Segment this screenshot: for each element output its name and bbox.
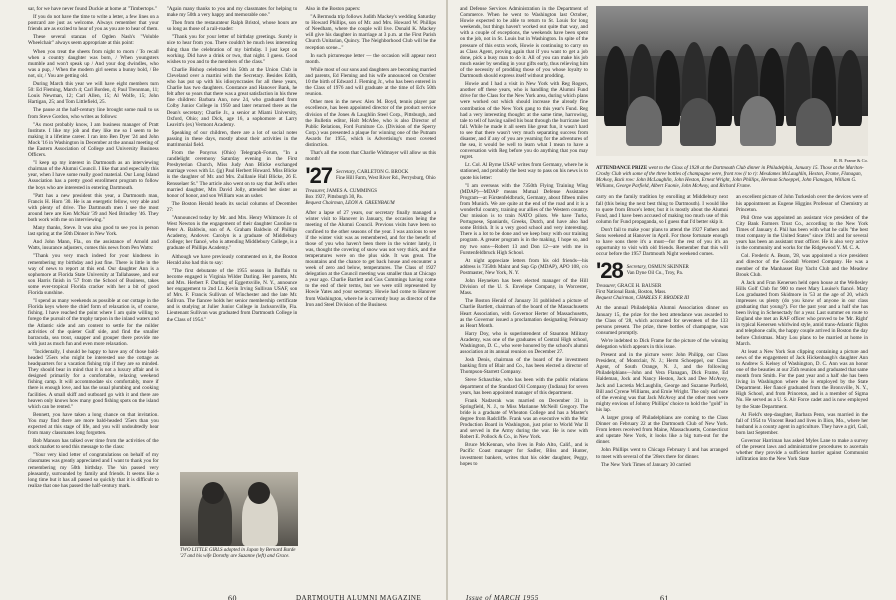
- attendance-prize-photo: [596, 6, 868, 190]
- paragraph: Although we have previously commented on it, the Boston Herald also had this to say:: [166, 253, 298, 266]
- paragraph: and Defense Services Administration in the Department of Commerce. When he went to Washington last October, Howie expected to be able to return to St. Louis for long weekends, but things haven't worked out quite that way, and with a couple of exceptions, the weekends have been spent on the job, not in St. Louis but in Washington. In spite of the pressure of this extra work, Howie is continuing to carry on as Class Agent, proving again that if you want to get a job done, pick a busy man to do it. All of you can make his job much easier by sending in your gifts early, thus relieving him of the necessity of prodding those of you whose loyalty to Dartmouth should express itself without prodding.: [460, 6, 588, 80]
- paragraph: The New York Times of January 30 carried: [601, 461, 691, 468]
- paragraph: The Boston Herald of January 31 published a picture of Charlie Bartlett, chairman of the board of the Massachusetts Heart Association, with Governor Herter of Massachusetts, as the Governor issued a proclamation designating February as Heart Month.: [460, 298, 588, 329]
- paragraph: Lt. Col. Al Byrne USAF writes from Germany, where he is stationed, and probably the best way to pass on his news is to quote his letter:: [460, 162, 588, 181]
- class-28-number: '28: [596, 258, 623, 284]
- paragraph: A larger group of Philadelphians are coming to the Class Dinner on February 22 at the Dartmouth Club of New York. From letters received from Maine, Massachusetts, Connecticut and upstate New York, it looks like a big turn-out for the dinner.: [596, 415, 728, 446]
- attendance-prize-caption: ATTENDANCE PRIZE went to the Class of 1928 at the Dartmouth Club dinner in Philadelphia, January 15. Those at the Mariton-Crosby Club with some of the three bottles of champagne were, front row (l to r): Mesdames McLaughlin, Heston, Frame, Flanagan, McAvoy, Back row: John McLaughlin, John Heston, Ernest Wright, John Phillips, Herman Schoeppel, John Flanagan, William G. Williams, George Parfield, Albert Faonie, John McAvoy, and Richard Frame.: [596, 166, 864, 190]
- paragraph: After a lapse of 27 years, our secretary finally managed a winter visit to Hanover in January, the occasion being the meeting of the Alumni Council. Previous visits have been so confined to the other seasons of the year. I was anxious to see if the winter visit was as remembered, and for the benefit of those of you who haven't been there in the winter lately, it was, thought the covering of snow was not very thick, and the temperatures were on the plus side. It was great. The mountains and the chance to get back house and encounter a week of zero and below, temperatures. The Class of 1927 delegation at the Council meeting was smaller than at Chicago a year ago. Charlie Bartlett and Gus Cummings having come to the end of their terms, but we were still represented by Howie Yates and your secretary. Howie had come to Hanover from Washington, where he is currently busy as director of the Iron and Steel Division of the Business: [305, 210, 437, 308]
- right-columns: [460, 6, 868, 470]
- paragraph: "Thank you for your letter of birthday greetings. Surely is nice to hear from you. There couldn't be much less interesting thing than the celebration of my birthday. I just kept on working. Did have a drink or two, that night. I guess. Good wishes to you and to the members of the class.": [166, 34, 298, 65]
- photo-credit: R. B. Frame & Co.: [833, 158, 868, 163]
- left-column-1: [28, 6, 159, 491]
- paragraph: Frank Nadzerak was married on December 31 in Springfield, N. J., to Miss Marianne McNeill Gregory. The bride is a graduate of Wheaton College and has a Master's degree from Radcliffe. Frank was an executive with the War Production Board in Washington, just prior to World War II and served in the Army during the war. He is now with Robert E. Pollock & Co., in New York.: [460, 397, 588, 441]
- paragraph: When you treat the sheets from night to morn / To recall when a country daughter was born, / When youngsters mumble and won't speak up / And your dog dwindles, who was a pup, / When the modern girl seems a bunny bold, / Be not, sir, / You are getting old.: [28, 48, 159, 79]
- paragraph: Charlie Bishop celebrated his 50th at the Union Club in Cleveland over a martini with the Secretary. Besides Edith, who has put up with his idiosyncrasies for all these years, Charlie has two daughters. Constance and Hanover Bank, he felt after so years that there was a great satisfaction in his three fine children: Barbara Ann, now 24, who graduated from Colby Junior College in 1950 and later returned there as the Dean's secretary; Charlie Jr., a senior at Miami University, Oxford, Ohio; and Dick, age 16, a sophomore at Larry Leavitt's (ex) Vermont Academy.: [166, 66, 298, 128]
- paragraph: "I am overseas with the 7350th Flying Training Wing (MDAP)—MDAP means Mutual Defense Assistance Program—at Fürstenfeldbruck, Germany, about fifteen miles from Munich. We are quite at the end of the road and it is a wonderful country, training our allies of the Western country. Our mission is to train NATO pilots. We have Turks, Portuguese, Spaniards, Greeks, Dutch, and have also had some British. It is a very good school and very interesting. There is a lot to be done and we keep busy with our training program. A greater program is in the making, I hope so, and my two sons—Robert 13 and Don 12—are with me in Furstenfeldbruck High School.: [460, 182, 588, 256]
- class-28-bequest: Bequest Chairman, CHARLES F. BRODER III: [596, 296, 690, 302]
- paragraph: These several stanzas of Ogden Nash's "Voluble Wheelchair" always seem appropriate at this point:: [28, 34, 159, 47]
- magazine-name: DARTMOUTH ALUMNI MAGAZINE: [296, 594, 422, 600]
- left-column-3: [305, 6, 436, 491]
- class-28-officers: Secretary, OSMUN SKINNER Van Dyne Oil Co., Troy, Pa.: [626, 265, 689, 277]
- paragraph: That's all the room that Charlie Widmayer will allow us this month!: [305, 150, 437, 163]
- paragraph: Col. Frederic A. Beam, '28, was appointed a vice president and director of the Goodall Worsted Company. He was a member of the Manhasset Bay Yacht Club and the Meadow Brook Club.: [736, 253, 868, 278]
- paragraph: During March this year we will have eight members turn 50: Ed Fleming, March 4; Carl Borden, 4; Paul Trennman, 11; Louis Newman, 12; Carl Allen, 15; Al Wolfe, 15; John Hartigan, 25; and Tom Littlefield, 25.: [28, 81, 159, 106]
- paragraph: Steve Schaschke, who has been with the public relations department of the Standard Oil Company (Indiana) for seven years, has been appointed manager of this department.: [460, 377, 588, 396]
- paragraph: "I spend as many weekends as possible at our cottage in the Florida keys where the chief form of relaxation is, of course, fishing. I have reached the point where I am quite willing to forego the pursuit of the trophy tarpon in the inland waters and the Atlantic side and am content to settle for the milder activities of the quieter Gulf side, and find the smaller barracuda, sea trout, snapper and grouper there provide me with just as much fun and even more relaxation.: [28, 298, 159, 347]
- issue-label: Issue of MARCH 1955: [466, 594, 539, 600]
- paragraph: Bruce McKennan, who lives in Palo Alto, Calif., and is Pacific Coast manager for Sadler, Bliss and Hunter, investment bankers, writes that his older daughter, Peggy, hopes to: [460, 442, 588, 467]
- page-number-right: 61: [660, 594, 669, 600]
- class-27-treasurer-address: Box 1927, Pittsburgh 30, Pa.: [305, 195, 363, 201]
- paragraph: We're indebted to Dick Frame for the picture of the winning delegation which appears in this issue.: [596, 337, 728, 350]
- paragraph: A Jack and Fran Kenersen held open house at the Wellesley Hills Golf Club for 900 to meet Mary Louise's fiancé. Mary Lou graduated from Skidmore in '53 at the age of 20, which impresses us plenty (do you know of anyone in our class graduating that young?). For the past year and a half she has been living in Schenectady for a year. Last summer en route to England she met an RAF officer who proved to be 'Mr. Right' in typical Kenersen whirlwind style, amid trans-Atlantic flights and telephone calls, the happy couple arrived in Boston the day before Christmas. Mary Lou plans to be married at home in March.: [736, 279, 868, 347]
- paragraph: At night appreciate letters from his old friends—his address is 7350th Maint and Sup Gp (MDAP), APO 108, c/o Postmaster, New York, N. Y.: [460, 257, 588, 276]
- paragraph: If you do not have the time to write a letter, a few lines on a postcard are just as welcome. Always remember that your friends are as excited to hear of you as you are to hear of them.: [28, 14, 159, 33]
- class-28-treasurer-address: First National Bank, Boston, Mass.: [596, 290, 667, 296]
- left-page: [0, 0, 446, 600]
- paragraph: Don't fail to make your plans to attend the 1927 Fathers and Sons weekend at Hanover in April. For those fortunate enough to have sons there it's a must—for the rest of you it's an opportunity to visit with old friends. Remember that this will occur before the 1957 Dartmouth Night weekend comes.: [596, 226, 728, 258]
- paragraph: From the Ponyrus (Ohio) Telegraph-Forum, "In a candlelight ceremony Saturday evening in the First Presbyterian Church, Miss Judy Ann Blicke exchanged marriage vows with Lt. (jg) Paul Herbert Howard. Miss Blicke is the daughter of Mr. and Mrs. Zuillanie Hall Blicke, 26 E. Rensselaer St." The article also went on to say that Jedi's other married daughter, Mrs David Jolly, attended her sister as honor of honor, and son William was an usher.: [166, 150, 298, 199]
- paragraph: "I keep up my interest in Dartmouth as an interviewing chairman of the Alumni Council. I like that and especially this year, when I have some really good material. Our Long Island Association has a pretty good enrollment program to follow the boys who are interested in entering Dartmouth.: [28, 160, 159, 191]
- right-column-2: [596, 194, 728, 469]
- class-27-header: [305, 163, 436, 189]
- paragraph: "Your very kind letter of congratulations on behalf of my classmates was greatly appreciated and I want to thank you for remembering my 50th birthday. The 'sin passed very pleasantly, surrounded by family and friends. It seems like a long time but it has all passed so quickly that it is difficult to realize that one has passed the half-century mark.: [28, 452, 159, 489]
- paragraph: At least a New York Sun clipping containing a picture and news of the engagement of Jack Hickenbaugh's daughter Ann to Andrew S. Kelsey of Washington, D. C. Ann was an honor one of the beauties at our 25th reunion and graduated that same month from Smith. For the past year and a half she has been living in Washington where she is employed by the State Department. Her fiancé graduated from the Bronxville, N. Y., High School, and from Princeton, and is a member of Sigma Nu. He served as a U. S. Air Force cadet and is now employed by the State Department.: [736, 348, 868, 410]
- class-27-bequest: Bequest Chairman, LEON A. GREENBAUM: [305, 201, 395, 207]
- class-27-secretary: CARLETON G. BROCK: [357, 170, 409, 176]
- paragraph: At Field's step-daughter, Barbara Penn, was married in the fall of 1954 to Vincent Read and lives in Ilion, Mo., where her husband is a county agent in agriculture. They have a girl, Gail, born last September.: [736, 411, 868, 436]
- paragraph: sar, for we have never found Duckie at home at "Timbertops.": [28, 6, 157, 12]
- paragraph: Howie and I had a visit in New York with Reg Rogers, another off these years, who is handling the Alumni Fund drive for the Class for the New York area, during which plans were worked out which should increase the already fine contribution of the New York gang to this year's Fund. Reg had a very interesting thought: at the same time, harrowing, tale to tell of having sailed his boat through the hurricane last fall. While he made it all seem like great fun, it wasn't hard to see that there wasn't very much separating success from disaster, and if any of you are yearning for the adventures of the sea, it would be well to learn what I mean to have a conversation with Reg before you do anything that you may regret.: [460, 81, 588, 161]
- paragraph: John Phillips went to Chicago February 1 and has arranged to meet with several of the '28ers there for dinner.: [596, 447, 728, 460]
- paragraph: Present and in the picture were: John Philipp, our Class President, of Montclair, N. J.; Herm Schoeppel, our Class Agent, of South Orange, N. J., and the following Philadelphians—John and Vera Flanagan, Dick Frame, Ed Haldeman, Jock and Nancy Heston, Jack and Dee McAvoy, Jack and Lucretia McLaughlin, George and Suzanne Parfield, Bill and Cyrene Williams, and Ernie Wright. The only sad note of the evening was that Jack McAvoy and the other men were mighty envious of Johnny Phillips' choice to hold the "gold" in his lap.: [596, 352, 728, 413]
- right-column-2-3-wrapper: [596, 6, 868, 470]
- paragraph: In such picturesque letter — the occasion will appear next month.: [305, 52, 437, 65]
- paragraph: At the annual Philadelphia Alumni Association dinner on January 15, the prize for the best attendance was awarded to the Class of '28, which accounted for seventeen of the 133 persons present. The prize, three bottles of champagne, was consumed promptly.: [596, 305, 728, 336]
- right-page: [446, 0, 896, 600]
- paragraph: Speaking of our children, there are a lot of social notes passing in these days, mostly about their activities in the matrimonial field.: [166, 129, 298, 148]
- paragraph: John Heyneken has been elected manager of the Hill Division of the U. S. Envelope Company, in Worcester, Mass.: [460, 278, 588, 297]
- paragraph: "Thank you very much indeed for your kindness in remembering my birthday and just fine. There is little in the way of news to report at this end. Our daughter Ann is a sophomore at Florida State University at Tallahassee, and our son Harris finish in '57 from the School of Business, takes some ever-tropical Florida cracker with her a bit of good Florida sunshine.: [28, 253, 159, 297]
- paragraph: Governor Harriman has asked Myles Lane to make a survey of the present laws and administrative procedures to ascertain whether they provide a sufficient barrier against Communist infiltration into the New York State: [736, 438, 868, 463]
- two-girls-photo: [180, 472, 298, 560]
- paragraph: Bob Manson has talked over time from the activities of the stock market to send this message to the class:: [28, 438, 159, 451]
- paragraph: "Again many thanks to you and my classmates for helping to make my 50th a very happy and memorable one.": [166, 6, 298, 19]
- paragraph: "A Bermuda trip follows Judith Mackey's wedding Saturday to Howard Phillips, son of Mr. and Mrs. Howard W. Phillips of Needham, where the couple will live. Donald K. Mackey will give his daughter in marriage at 3 p.m. at the First Parish Church Unitarian, Quincy. The Neighborhood Club will be the reception scene...": [305, 14, 437, 51]
- paragraph: Bennett, you have taken a long chance on that invitation. You may find there are more bald-headed '25ers than you expected at this stage of life, and you will undoubtedly hear from many classmates long forgotten.: [28, 411, 159, 437]
- paragraph: While most of our sons and daughters are becoming married and parents, Ed Fleming and his wife announced on October 10 the birth of Edward J. Fleming Jr., who has been entered in the Class of 1976 and will graduate at the time of Ed's 50th reunion.: [305, 66, 437, 98]
- class-27-officers: Secretary, CARLETON G. BROCK Fine Hill Farm, West River Rd., Perrysburg, Ohio: [336, 170, 436, 182]
- paragraph: The pause at the half-century line brought some mail to us from Steve Gordon, who writes as follows:: [28, 107, 159, 120]
- paragraph: Also in the Boston papers:: [305, 6, 361, 12]
- paragraph: Many thanks, Steve. It was also good to see you in person last spring at the 50th Dinner in New York.: [28, 225, 159, 238]
- paragraph: And John Mann, Fla., on the assistance of Arnold and Watts, insurance adjusters, comes this news from Pen Watts:: [28, 239, 159, 252]
- two-girls-caption: TWO LITTLE GIRLS adopted in Japan by Bernard Barde '27 and his wife Dorothy are Suzanne (left) and Grace.: [180, 548, 296, 560]
- page-number-left: 60: [228, 594, 237, 600]
- right-lower-columns: [596, 194, 868, 469]
- paragraph: "Incidentally, I should be happy to have any of those bald-headed '25ers who might be interested use the cottage as headquarters for a vacation fishing trip if they are so minded. They should bear in mind that it is not a luxury affair and is designed primarily for a comfortable, relaxing weekend fishing camp. It will accommodate six comfortably, more if there is enough love, and has the usual plumbing and cooking facilities. A small skiff and outboard go with it and there are heaven only knows how many good fishing spots on the island which can be rented.": [28, 348, 159, 410]
- class-27-number: '27: [305, 163, 333, 189]
- right-column-1: [460, 6, 588, 470]
- paragraph: Then from the restaurateur Ralph Bristol, whose hours are so long as those of a rail-roader:: [166, 20, 298, 33]
- paragraph: "Patt has a new president this year, a Dartmouth man, Francis H. Horn '30. He is an energetic fellow, very able and with plenty of drive. The Dartmouth men I see the most around here are Ken McNair '39 and Ned Brindley '46. They both work with me on interviewing.": [28, 192, 159, 223]
- paragraph: Harry Doy, who is superintendent of Staunton Military Academy, was one of the graduates of Central High school, Washington, D. C., who were honored by the school's alumni association at its annual reunion on December 27.: [460, 330, 588, 356]
- right-column-3: [736, 194, 868, 469]
- paragraph: The Boston Herald heads its social columns of December 27:: [166, 200, 298, 213]
- class-28-address: Van Dyne Oil Co., Troy, Pa.: [626, 271, 683, 277]
- paragraph: carry on the family tradition by enrolling at Middlebury next fall (this being the next best thing to Dartmouth). I would like to quote from Bruce's letter, but it is mostly about the Alumni Fund, and I have been accused of making too much use of this column for Fund propaganda, so I guess that I'd better skip it.: [596, 194, 728, 225]
- paragraph: "The first debutante of the 1955 season in Buffalo to become engaged is Virginia Wilder Darling. Her parents, Mr. and Mrs. Herbert F. Darling of Eggertsville, N. Y., announce her engagement to 2nd Lt. Kevin Irving Sullivan USAF, son of Mrs. F. Francis Sullivan of Winchester and the late Mr. Sullivan. The fiancee holds her senior membership certificate and is studying at Julier Junior College in Jacksonville, Fla. Lieutenant Sullivan was graduated from Dartmouth College in the Class of 1954.": [166, 267, 298, 323]
- paragraph: Josh Denis, chairman of the board of the investment banking firm of Blair and Co., has been elected a director of Thompson-Starrett Company.: [460, 357, 588, 376]
- class-27-treasurer: Treasurer, JAMES A. CUMMINGS: [305, 189, 378, 195]
- left-columns: [28, 6, 436, 491]
- left-column-2: [167, 6, 298, 491]
- paragraph: "As most probably know, I am business manager of Pratt Institute. I like my job and they like me so I seem to be making it a lifetime career. I ran into Ben Dyer '24 and John Mock '16 in Washington in December at the annual meeting of the Eastern Association of College and University Business Officers.: [28, 121, 159, 159]
- class-28-secretary: OSMUN SKINNER: [647, 265, 689, 271]
- paragraph: Phil Orne was appointed an assistant vice president of the City Bank Farmers Trust Co., according to the New York Times of January 4. Phil has been with what he calls "the best trust company in the United States" since 1941 and for several years has been an assistant trust officer. He is also very active in the community and works for the Ridgewood Y. M. C. A.: [736, 214, 868, 252]
- spine-gutter: [446, 0, 448, 600]
- paragraph: Other men in the news: Alex M. Boyd, tennis player par excellence, has been appointed director of the product service division of the Jones & Laughlin Steel Corp., Pittsburgh, and the Bulletin editor, Holt McAfee, who is also Director of Public Relations, Ford Furniture Co. (Division of the Sperry Corp.) was presented a plaque for winning one of the Putnam Awards for 1955, which is Advertising's most coveted distinction.: [305, 99, 437, 148]
- class-28-treasurer: Treasurer, GRACE H. BAUSER: [596, 284, 662, 290]
- paragraph: an excellent picture of John Turkesloh over the devices were of his appointment as Eugene Higgins Professor of Chemistry at Princeton.: [736, 194, 868, 213]
- class-28-header: [596, 258, 728, 284]
- paragraph: "Announced today by Mr. and Mrs. Henry Whitmore Jr. of West Newton is the engagement of their daughter Caroline to Peter A. Baldwin, son of A. Graham Baldwin of Phillips Academy, Andover. Carolyn is a graduate of Middlebury College; her fiancé, who is attending Middlebury College, is a graduate of Phillips Academy.": [166, 215, 298, 252]
- class-27-address: Fine Hill Farm, West River Rd., Perrysburg, Ohio: [336, 176, 436, 182]
